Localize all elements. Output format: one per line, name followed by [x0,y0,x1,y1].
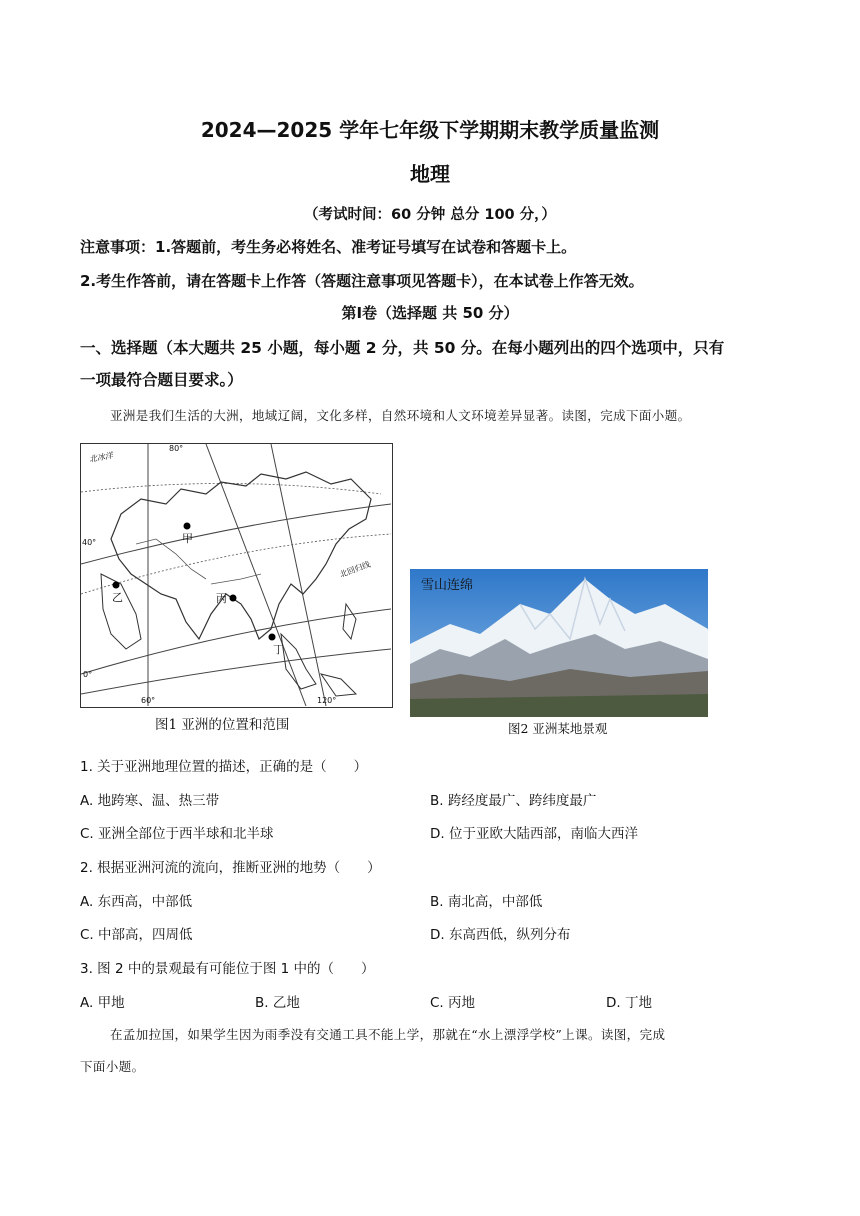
figure2-overlay-label: 雪山连绵 [421,578,474,593]
question-1-option-b[interactable]: B. 跨经度最广、跨纬度最广 [430,793,597,809]
question-3-option-b[interactable]: B. 乙地 [255,995,300,1011]
question-1-stem: 1. 关于亚洲地理位置的描述，正确的是（ ） [80,759,368,775]
question-3-option-a[interactable]: A. 甲地 [80,995,125,1011]
map-label-yi: 乙 [112,591,123,604]
section-instructions [80,332,790,396]
exam-title: 2024—2025 学年七年级下学期期末教学质量监测 [200,118,660,142]
map-label-bing: 丙 [216,592,227,605]
intro-paragraph-1: 亚洲是我们生活的大洲，地域辽阔，文化多样，自然环境和人文环境差异显著。读图，完成下面小题。 [110,408,691,423]
map-label-lat80: 80° [169,444,184,453]
map-label-ding: 丁 [273,643,284,656]
map-label-jia: 甲 [182,532,193,545]
question-3-option-d[interactable]: D. 丁地 [606,995,652,1011]
question-2-option-c[interactable]: C. 中部高，四周低 [80,927,193,943]
intro-paragraph-2-line-1: 在孟加拉国，如果学生因为雨季没有交通工具不能上学，那就在“水上漂浮学校”上课。读图，完成 [110,1027,666,1042]
section-instructions-line-2: 一项最符合题目要求。） [80,371,243,389]
question-2-option-d[interactable]: D. 东高西低，纵列分布 [430,927,571,943]
section-instructions-line-1: 一、选择题（本大题共 25 小题，每小题 2 分，共 50 分。在每小题列出的四个选项中，只有 [80,339,725,357]
question-1-option-a[interactable]: A. 地跨寒、温、热三带 [80,793,220,809]
question-2-option-a[interactable]: A. 东西高，中部低 [80,894,193,910]
subject-title: 地理 [410,162,450,186]
map-label-tropic: 北回归线 [338,559,372,580]
map-label-lon60: 60° [141,696,156,705]
notice-line-1: 注意事项：1.答题前，考生务必将姓名、准考证号填写在试卷和答题卡上。 [80,238,577,256]
figure1-caption: 图1 亚洲的位置和范围 [155,717,290,733]
question-2-option-b[interactable]: B. 南北高，中部低 [430,894,543,910]
notice-line-2: 2.考生作答前，请在答题卡上作答（答题注意事项见答题卡），在本试卷上作答无效。 [80,272,644,290]
map-label-lat0: 0° [83,670,93,679]
question-1-option-d[interactable]: D. 位于亚欧大陆西部，南临大西洋 [430,826,638,842]
map-label-lon120: 120° [317,696,337,705]
figure2-caption: 图2 亚洲某地景观 [508,721,608,736]
question-3-stem: 3. 图 2 中的景观最有可能位于图 1 中的（ ） [80,961,375,977]
figure1-map [80,443,393,708]
question-3-option-c[interactable]: C. 丙地 [430,995,476,1011]
exam-time: （考试时间：60 分钟 总分 100 分，） [304,207,556,223]
figure2-photo [410,569,708,717]
intro-paragraph-2-line-2: 下面小题。 [80,1059,145,1074]
question-1-option-c[interactable]: C. 亚洲全部位于西半球和北半球 [80,826,274,842]
map-label-north-ocean: 北冰洋 [88,450,114,465]
section-heading: 第Ⅰ卷（选择题 共 50 分） [341,304,519,322]
map-label-lat40: 40° [82,538,97,547]
question-2-stem: 2. 根据亚洲河流的流向，推断亚洲的地势（ ） [80,860,381,876]
